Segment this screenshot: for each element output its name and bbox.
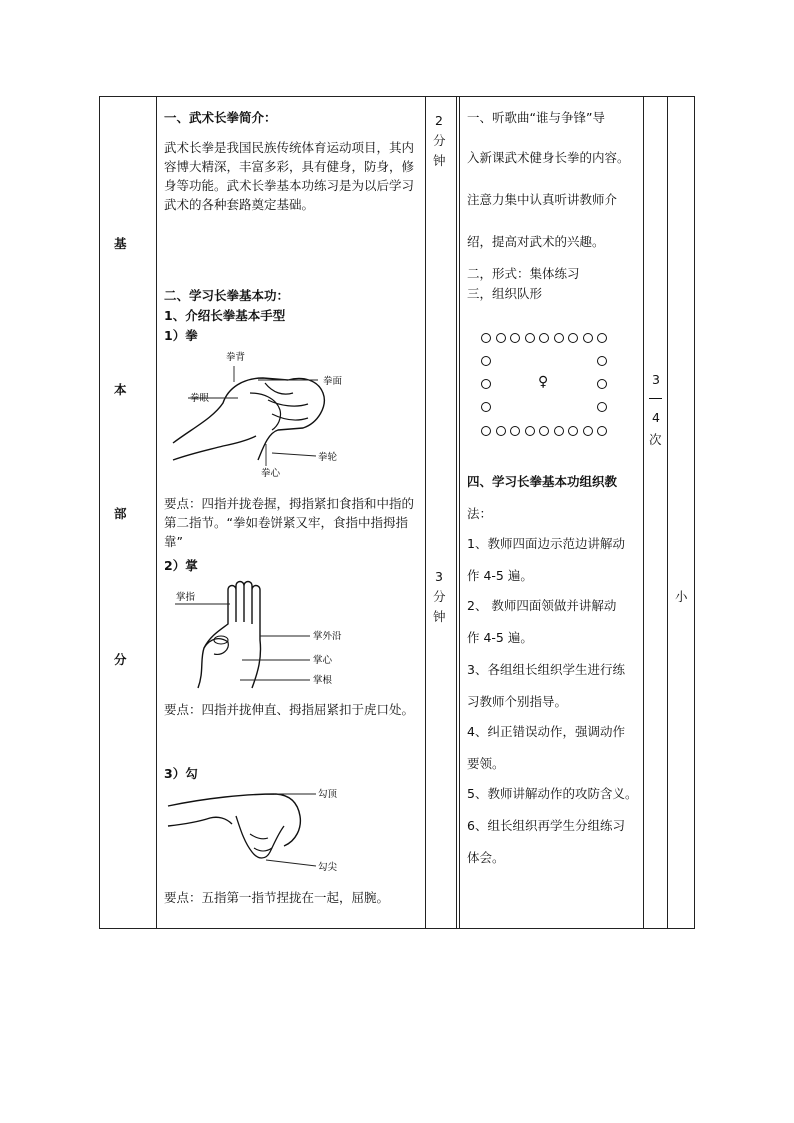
col-border-1 <box>156 96 157 929</box>
student-circle <box>539 333 549 343</box>
palm-label-outer-edge: 掌外沿 <box>313 631 342 642</box>
time1-unit-1: 分 <box>433 133 446 148</box>
student-circle <box>525 426 535 436</box>
step-2a: 2、 教师四面领做并讲解动 <box>467 598 617 613</box>
col-border-4 <box>643 96 644 929</box>
step-1a: 1、教师四面边示范边讲解动 <box>467 536 625 551</box>
reps-unit: 次 <box>649 432 662 447</box>
method-line-2: 入新课武术健身长拳的内容。 <box>467 150 630 165</box>
student-circle <box>597 426 607 436</box>
student-circle <box>539 426 549 436</box>
fist-key-point: 要点：四指并拢卷握，拇指紧扣食指和中指的第二指节。“拳如卷饼紧又牢，食指中指拇指靠” <box>164 496 415 549</box>
time1-unit-2: 钟 <box>433 153 446 168</box>
col-border-2 <box>425 96 426 929</box>
student-circle <box>568 426 578 436</box>
table-bottom-border <box>99 928 695 929</box>
fist-label-eye: 拳眼 <box>190 393 210 404</box>
fist-title: 1）拳 <box>164 328 198 343</box>
student-circle <box>597 356 607 366</box>
student-circle <box>554 426 564 436</box>
fist-label-heart: 拳心 <box>261 468 281 479</box>
method-form: 二，形式：集体练习 <box>467 266 580 281</box>
col-border-6 <box>694 96 695 929</box>
section-char-2: 本 <box>114 382 127 397</box>
fist-illustration <box>168 348 368 478</box>
step-6b: 体会。 <box>467 850 505 865</box>
student-circle <box>583 333 593 343</box>
student-circle <box>583 426 593 436</box>
student-circle <box>554 333 564 343</box>
time2-unit-2: 钟 <box>433 609 446 624</box>
intensity-value: 小 <box>675 589 688 604</box>
col-border-0 <box>99 96 100 929</box>
palm-title: 2）掌 <box>164 558 198 573</box>
hook-label-tip: 勾尖 <box>318 862 338 873</box>
step-1b: 作 4-5 遍。 <box>467 568 533 583</box>
section-char-1: 基 <box>114 236 127 251</box>
student-circle <box>568 333 578 343</box>
fist-label-wheel: 拳轮 <box>318 452 338 463</box>
step-3b: 习教师个别指导。 <box>467 694 568 709</box>
student-circle <box>481 379 491 389</box>
palm-label-root: 掌根 <box>313 675 333 686</box>
reps-fraction-line <box>649 398 662 399</box>
student-circle <box>510 333 520 343</box>
hook-illustration <box>166 786 376 876</box>
palm-label-center: 掌心 <box>313 655 333 666</box>
student-circle <box>481 426 491 436</box>
student-circle <box>496 426 506 436</box>
student-circle <box>481 356 491 366</box>
reps-top: 3 <box>652 372 660 387</box>
time2-unit-1: 分 <box>433 589 446 604</box>
reps-bottom: 4 <box>652 410 660 425</box>
student-circle <box>597 333 607 343</box>
step-6a: 6、组长组织再学生分组练习 <box>467 818 625 833</box>
student-circle <box>597 379 607 389</box>
student-circle <box>496 333 506 343</box>
fist-label-back: 拳背 <box>226 352 246 363</box>
student-circle <box>597 402 607 412</box>
palm-key-point: 要点：四指并拢伸直、拇指屈紧扣于虎口处。 <box>164 702 415 717</box>
col-border-3a <box>456 96 457 929</box>
col-border-3b <box>459 96 460 929</box>
heading-intro: 一、武术长拳简介： <box>164 110 277 125</box>
step-4a: 4、纠正错误动作，强调动作 <box>467 724 625 739</box>
fist-label-face: 拳面 <box>323 376 343 387</box>
step-5: 5、教师讲解动作的攻防含义。 <box>467 786 638 801</box>
section4-subtitle: 法： <box>467 506 493 521</box>
time1-number: 2 <box>435 113 443 128</box>
method-line-1: 一、听歌曲“谁与争锋”导 <box>467 110 605 125</box>
student-circle <box>481 333 491 343</box>
col-border-5 <box>667 96 668 929</box>
section-char-3: 部 <box>114 506 127 521</box>
student-circle <box>481 402 491 412</box>
intro-paragraph: 武术长拳是我国民族传统体育运动项目，其内容博大精深，丰富多彩，具有健身，防身，修身等功能。武术长拳基本功练习是为以后学习武术的各种套路奠定基础。 <box>164 140 415 212</box>
step-2b: 作 4-5 遍。 <box>467 630 533 645</box>
step-4b: 要领。 <box>467 756 505 771</box>
time2-number: 3 <box>435 569 443 584</box>
step-3a: 3、各组组长组织学生进行练 <box>467 662 625 677</box>
section-char-4: 分 <box>114 652 127 667</box>
method-line-3: 注意力集中认真听讲教师介 <box>467 192 618 207</box>
palm-label-fingers: 掌指 <box>176 592 196 603</box>
method-line-4: 绍，提高对武术的兴趣。 <box>467 234 605 249</box>
section4-title: 四、学习长拳基本功组织教 <box>467 474 618 489</box>
hook-title: 3）勾 <box>164 766 198 781</box>
hook-label-top: 勾顶 <box>318 789 338 800</box>
student-circle <box>510 426 520 436</box>
table-top-border <box>99 96 695 97</box>
heading-basics: 二、学习长拳基本功： <box>164 288 290 303</box>
method-formation: 三，组织队形 <box>467 286 543 301</box>
teacher-symbol: ♀ <box>538 374 549 390</box>
student-circle <box>525 333 535 343</box>
hook-key-point: 要点：五指第一指节捏拢在一起，屈腕。 <box>164 890 390 905</box>
heading-hand-shapes: 1、介绍长拳基本手型 <box>164 308 286 323</box>
palm-illustration <box>170 580 370 692</box>
